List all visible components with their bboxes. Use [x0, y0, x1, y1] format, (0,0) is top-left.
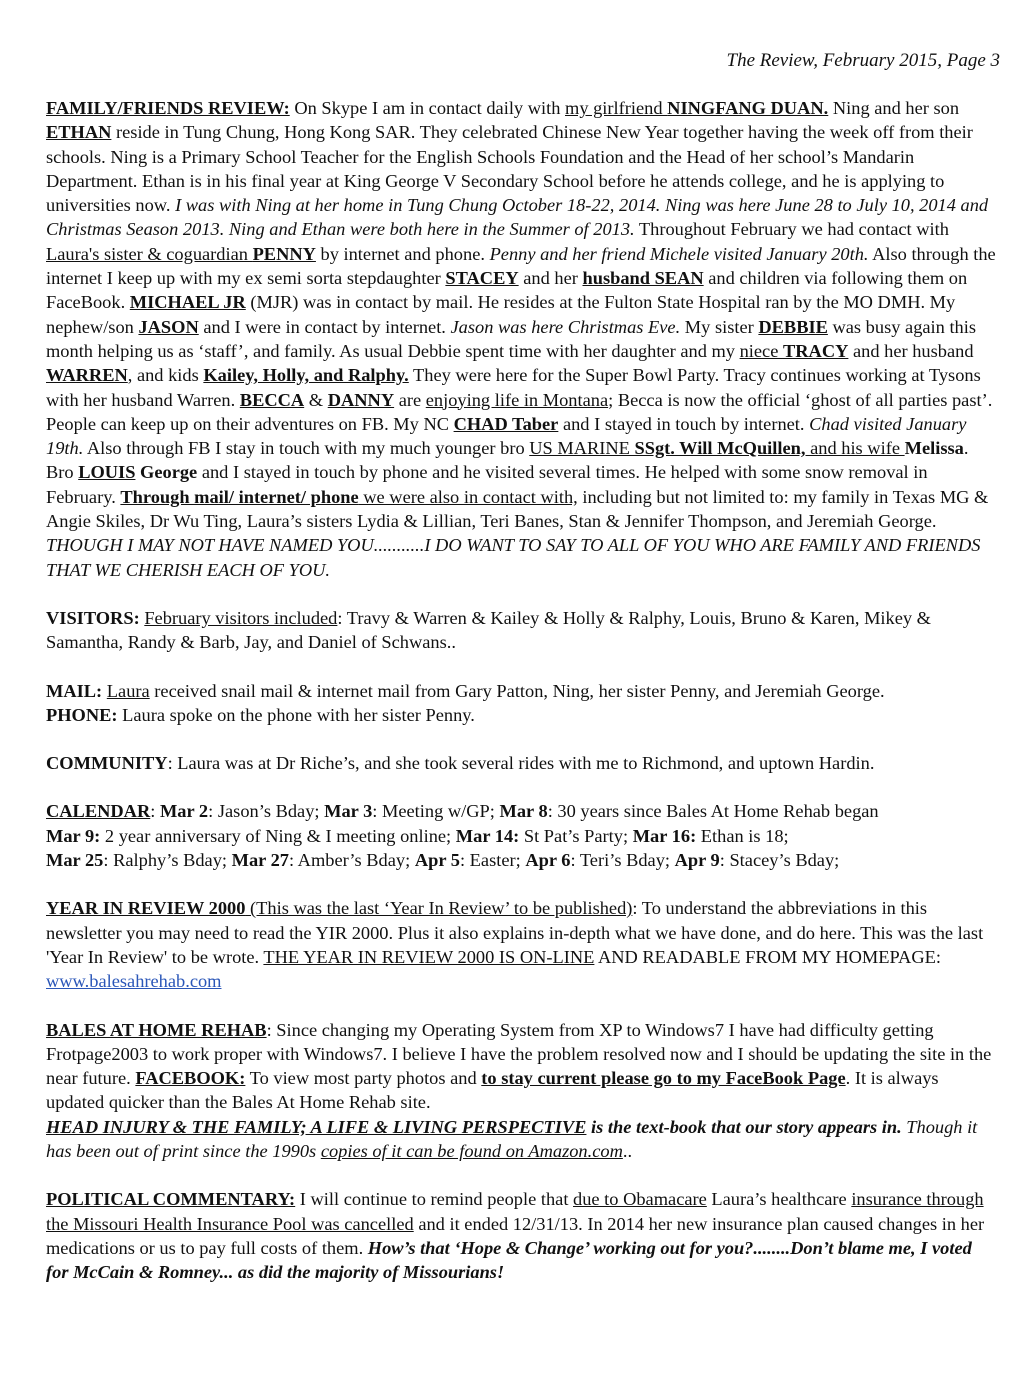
section-mail-phone: MAIL: Laura received snail mail & internet mail from Gary Patton, Ning, her sister Penny, and Jeremiah George. PHONE: Laura spoke on the phone with her sister Penny. — [46, 680, 885, 725]
section-political-commentary: POLITICAL COMMENTARY: I will continue to remind people that due to Obamacare Laura’s healthcare insurance through the Missouri Health Insurance Pool was cancelled and it ended 12/31/13. In 2014 her new insurance plan caused changes in her medications or us to pay full costs of them. How’s that ‘Hope & Change’ working out for you?........Don’t blame me, I voted for McCain & Romney... as did the majority of Missourians! — [46, 1189, 985, 1283]
section-heading: MAIL: — [46, 680, 103, 701]
section-family-friends: FAMILY/FRIENDS REVIEW: On Skype I am in contact daily with my girlfriend NINGFANG DUAN. Ning and her son ETHAN reside in Tung Chung, Hong Kong SAR. They celebrated Chinese New Year together having the week off from their schools. Ning is a Primary School Teacher for the English Schools Foundation and the Head of her school’s Mandarin Department. Ethan is in his final year at King George V Secondary School before he attends college, and he is applying to universities now. I was with Ning at her home in Tung Chung October 18-22, 2014. Ning was here June 28 to July 10, 2014 and Christmas Season 2013. Ning and Ethan were both here in the Summer of 2013. Throughout February we had contact with Laura's sister & coguardian PENNY by internet and phone. Penny and her friend Michele visited January 20th. Also through the internet I keep up with my ex semi sorta stepdaughter STACEY and her husband SEAN and children via following them on FaceBook. MICHAEL JR (MJR) was in contact by mail. He resides at the Fulton State Hospital ran by the MO DMH. My nephew/son JASON and I were in contact by internet. Jason was here Christmas Eve. My sister DEBBIE was busy again this month helping us as ‘staff’, and family. As usual Debbie spent time with her daughter and my niece TRACY and her husband WARREN, and kids Kailey, Holly, and Ralphy. They were here for the Super Bowl Party. Tracy continues working at Tysons with her husband Warren. BECCA & DANNY are enjoying life in Montana; Becca is now the official ‘ghost of all parties past’. People can keep up on their adventures on FB. My NC CHAD Taber and I stayed in touch by internet. Chad visited January 19th. Also through FB I stay in touch with my much younger bro US MARINE SSgt. Will McQuillen, and his wife Melissa. Bro LOUIS George and I stayed in touch by phone and he visited several times. He helped with some snow removal in February. Through mail/ internet/ phone we were also in contact with, including but not limited to: my family in Texas MG & Angie Skiles, Dr Wu Ting, Laura’s sisters Lydia & Lillian, Teri Banes, Stan & Jennifer Thompson, and Jeremiah George. THOUGH I MAY NOT HAVE NAMED YOU...........I DO WANT TO SAY TO ALL OF YOU WHO ARE FAMILY AND FRIENDS THAT WE CHERISH EACH OF YOU. — [46, 98, 996, 580]
section-heading: VISITORS: — [46, 607, 140, 628]
section-community: COMMUNITY: Laura was at Dr Riche’s, and she took several rides with me to Richmond, and uptown Hardin. — [46, 753, 875, 774]
section-heading: PHONE: — [46, 704, 118, 725]
section-heading: FAMILY/FRIENDS REVIEW: — [46, 98, 290, 118]
section-heading: YEAR IN REVIEW 2000 — [46, 898, 246, 919]
homepage-link[interactable]: www.balesahrehab.com — [46, 971, 222, 992]
section-heading: CALENDAR — [46, 801, 151, 822]
section-bales-at-home-rehab: BALES AT HOME REHAB: Since changing my Operating System from XP to Windows7 I have had difficulty getting Frotpage2003 to work proper with Windows7. I believe I have the problem resolved now and I should be updating the site in the near future. FACEBOOK: To view most party photos and to stay current please go to my FaceBook Page. It is always updated quicker than the Bales At Home Rehab site. HEAD INJURY & THE FAMILY; A LIFE & LIVING PERSPECTIVE is the text-book that our story appears in. Though it has been out of print since the 1990s copies of it can be found on Amazon.com.. — [46, 1019, 992, 1161]
section-heading: COMMUNITY — [46, 753, 168, 774]
section-year-in-review: YEAR IN REVIEW 2000 (This was the last ‘Year In Review’ to be published): To understand the abbreviations in this newsletter you may need to read the YIR 2000. Plus it also explains in-depth what we have done, and do here. This was the last 'Year In Review' to be wrote. THE YEAR IN REVIEW 2000 IS ON-LINE AND READABLE FROM MY HOMEPAGE: www.balesahrehab.com — [46, 898, 984, 992]
page-header: The Review, February 2015, Page 3 — [726, 50, 1000, 71]
section-calendar: CALENDAR: Mar 2: Jason’s Bday; Mar 3: Meeting w/GP; Mar 8: 30 years since Bales At Home Rehab began Mar 9: 2 year anniversary of Ning & I meeting online; Mar 14: St Pat’s Party; Mar 16: Ethan is 18; Mar 25: Ralphy’s Bday; Mar 27: Amber’s Bday; Apr 5: Easter; Apr 6: Teri’s Bday; Apr 9: Stacey’s Bday; — [46, 801, 879, 871]
section-heading: POLITICAL COMMENTARY: — [46, 1189, 296, 1210]
page-content — [46, 96, 998, 1308]
section-heading: BALES AT HOME REHAB — [46, 1019, 267, 1040]
section-visitors: VISITORS: February visitors included: Travy & Warren & Kailey & Holly & Ralphy, Louis, Bruno & Karen, Mikey & Samantha, Randy & Barb, Jay, and Daniel of Schwans.. — [46, 607, 931, 653]
